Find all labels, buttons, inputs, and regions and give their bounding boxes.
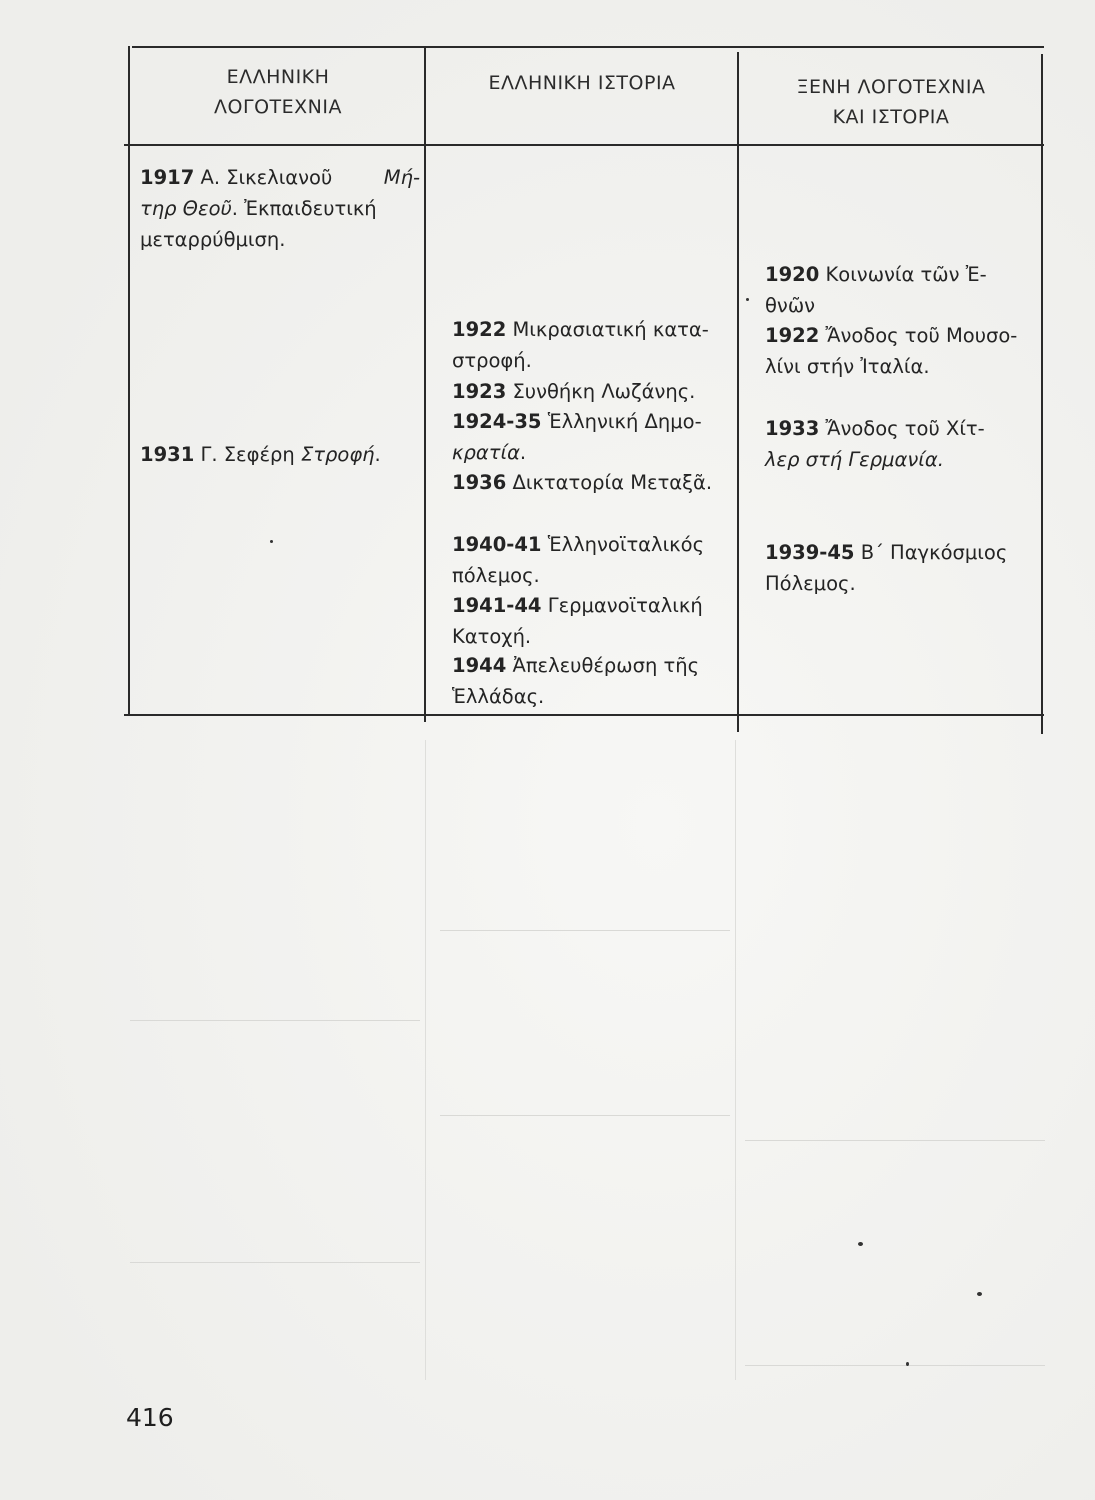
entry-1923: 1923 Συνθήκη Λωζάνης.: [452, 380, 696, 403]
table-bottom-rule: [124, 714, 1044, 716]
entry-1917: 1917 Α. Σικελιανοῦ Μή- τηρ Θεοῦ. Ἐκπαιδευτική μεταρρύθμιση.: [140, 166, 420, 251]
entry-1924-35: 1924-35 Ἑλληνική Δημο- κρατία.: [452, 410, 702, 464]
header-greek-literature: ΕΛΛΗΝΙΚΗ ΛΟΓΟΤΕΧΝΙΑ: [214, 66, 342, 118]
entry-1933: 1933 Ἄνοδος τοῦ Χίτ- λερ στή Γερμανία.: [765, 417, 985, 471]
entry-1936: 1936 Δικτατορία Μεταξᾶ.: [452, 471, 713, 494]
entry-1940-41: 1940-41 Ἑλληνοϊταλικός πόλεμος.: [452, 533, 705, 587]
entry-1941-44: 1941-44 Γερμανοϊταλική Κατοχή.: [452, 594, 703, 648]
header-greek-history: ΕΛΛΗΝΙΚΗ ΙΣΤΟΡΙΑ: [488, 72, 676, 94]
entry-1931: 1931 Γ. Σεφέρη Στροφή.: [140, 443, 381, 466]
page-number: 416: [126, 1403, 174, 1432]
entry-1922-asia-minor: 1922 Μικρασιατική κατα- στροφή.: [452, 318, 709, 372]
table-right-border: [1041, 54, 1043, 734]
table-left-border: [128, 46, 130, 716]
column-divider-2: [737, 52, 739, 732]
table-top-rule: [132, 46, 1044, 48]
entry-1939-45: 1939-45 Β΄ Παγκόσμιος Πόλεμος.: [765, 541, 1008, 595]
header-rule: [124, 144, 1044, 146]
entry-1922-mussolini: 1922 Ἄνοδος τοῦ Μουσο- λίνι στήν Ἰταλία.: [765, 324, 1018, 378]
entry-1920: 1920 Κοινωνία τῶν Ἐ- θνῶν: [765, 263, 987, 317]
header-foreign-literature-history: ΞΕΝΗ ΛΟΓΟΤΕΧΝΙΑ ΚΑΙ ΙΣΤΟΡΙΑ: [796, 76, 986, 128]
column-divider-1: [424, 46, 426, 722]
entry-1944: 1944 Ἀπελευθέρωση τῆς Ἑλλάδας.: [452, 654, 700, 708]
